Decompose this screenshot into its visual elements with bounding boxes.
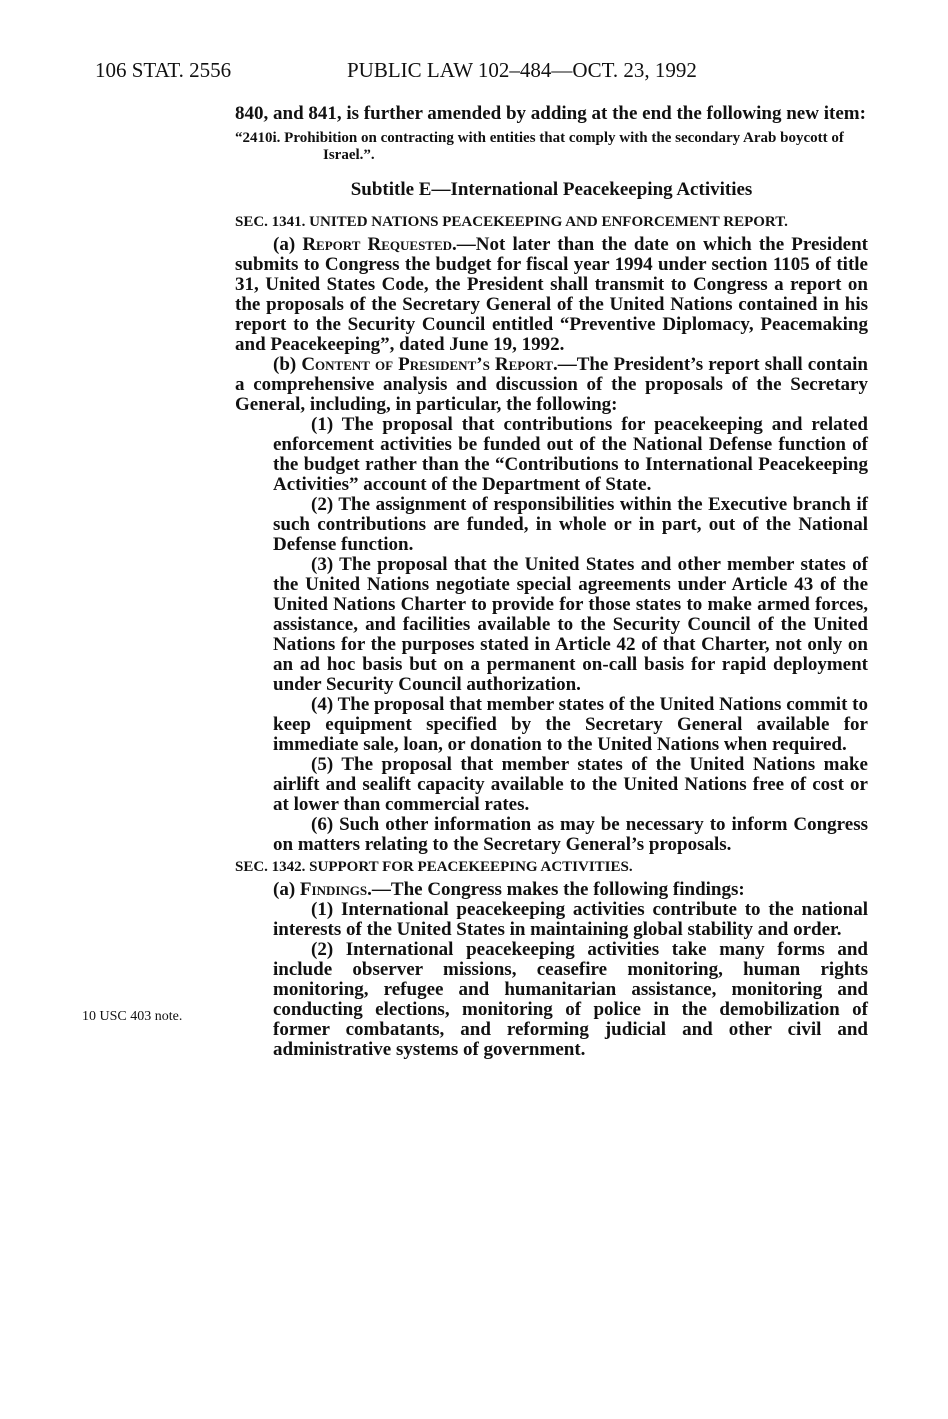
section-1342-a-label: (a)	[273, 879, 300, 900]
subtitle-heading: Subtitle E—International Peacekeeping Activities	[350, 179, 753, 200]
section-1342-item-1: (1) International peacekeeping activities contribute to the national interests of the United States in maintaining global stability and order.	[273, 899, 868, 940]
margin-note: 10 USC 403 note.	[82, 1009, 183, 1024]
intro-text: 840, and 841, is further amended by adding at the end the following new item:	[235, 103, 866, 124]
section-1341-b-text: .—The President’s report shall contain a comprehensive analysis and discussion of the proposals of the Secretary General, including, in particular, the following:	[235, 354, 868, 415]
section-1341-item-3: (3) The proposal that the United States and other member states of the United Nations negotiate special agreements under Article 43 of the United Nations Charter to provide for those states to make armed forces, assistance, and facilities available to the Security Council of the United Nations for the purposes stated in Article 42 of that Charter, not only on an ad hoc basis but on a permanent on-call basis for rapid deployment under Security Council authorization.	[273, 554, 868, 695]
statute-citation: 106 STAT. 2556	[95, 58, 232, 82]
section-1341-item-4: (4) The proposal that member states of the United Nations commit to keep equipment specified by the Secretary General available for immediate sale, loan, or donation to the United Nations when required.	[273, 694, 868, 755]
page-header	[95, 58, 855, 88]
public-law-title: PUBLIC LAW 102–484—OCT. 23, 1992	[347, 58, 697, 82]
section-1341-item-6: (6) Such other information as may be necessary to inform Congress on matters relating to the Secretary General’s proposals.	[273, 814, 868, 855]
section-1341-item-1: (1) The proposal that contributions for peacekeeping and related enforcement activities be funded out of the National Defense function of the budget rather than the “Contributions to International Peacekeeping Activities” account of the Department of State.	[273, 414, 868, 495]
section-1341-b-caption: Content of President’s Report	[301, 354, 553, 375]
section-1342-heading: SEC. 1342. SUPPORT FOR PEACEKEEPING ACTIVITIES.	[235, 859, 633, 875]
section-1342-a	[235, 880, 868, 900]
section-1341-a-text: .—Not later than the date on which the President submits to Congress the budget for fiscal year 1994 under section 1105 of title 31, United States Code, the President shall transmit to Congress a report on the proposals of the Secretary General of the United Nations contained in his report to the Security Council entitled “Preventive Diplomacy, Peacemaking and Peacekeeping”, dated June 19, 1992.	[235, 234, 868, 355]
section-1341-a-caption: Report Requested	[302, 234, 453, 255]
document-body	[235, 104, 868, 1060]
section-1341-a-label: (a)	[273, 234, 303, 255]
item-2410i: “2410i. Prohibition on contracting with entities that comply with the secondary Arab boycott of Israel.”.	[235, 130, 844, 163]
section-1341-item-2: (2) The assignment of responsibilities within the Executive branch if such contributions are funded, in whole or in part, out of the National Defense function.	[273, 494, 868, 555]
section-1341-item-5: (5) The proposal that member states of the United Nations make airlift and sealift capacity available to the United Nations free of cost or at lower than commercial rates.	[273, 754, 868, 815]
section-1342-a-text: .—The Congress makes the following findings:	[367, 879, 745, 900]
section-1341-b	[235, 355, 868, 415]
section-1341-heading: SEC. 1341. UNITED NATIONS PEACEKEEPING AND ENFORCEMENT REPORT.	[235, 214, 788, 230]
section-1341-a	[235, 235, 868, 355]
section-1342-item-2: (2) International peacekeeping activities take many forms and include observer missions, ceasefire monitoring, human rights monitoring, refugee and humanitarian assistance, monitoring and conducting elections, monitoring of police in the demobilization of former combatants, and reforming judicial and other civil and administrative systems of government.	[273, 939, 868, 1060]
section-1341-b-label: (b)	[273, 354, 302, 375]
section-1342-a-caption: Findings	[299, 879, 368, 900]
